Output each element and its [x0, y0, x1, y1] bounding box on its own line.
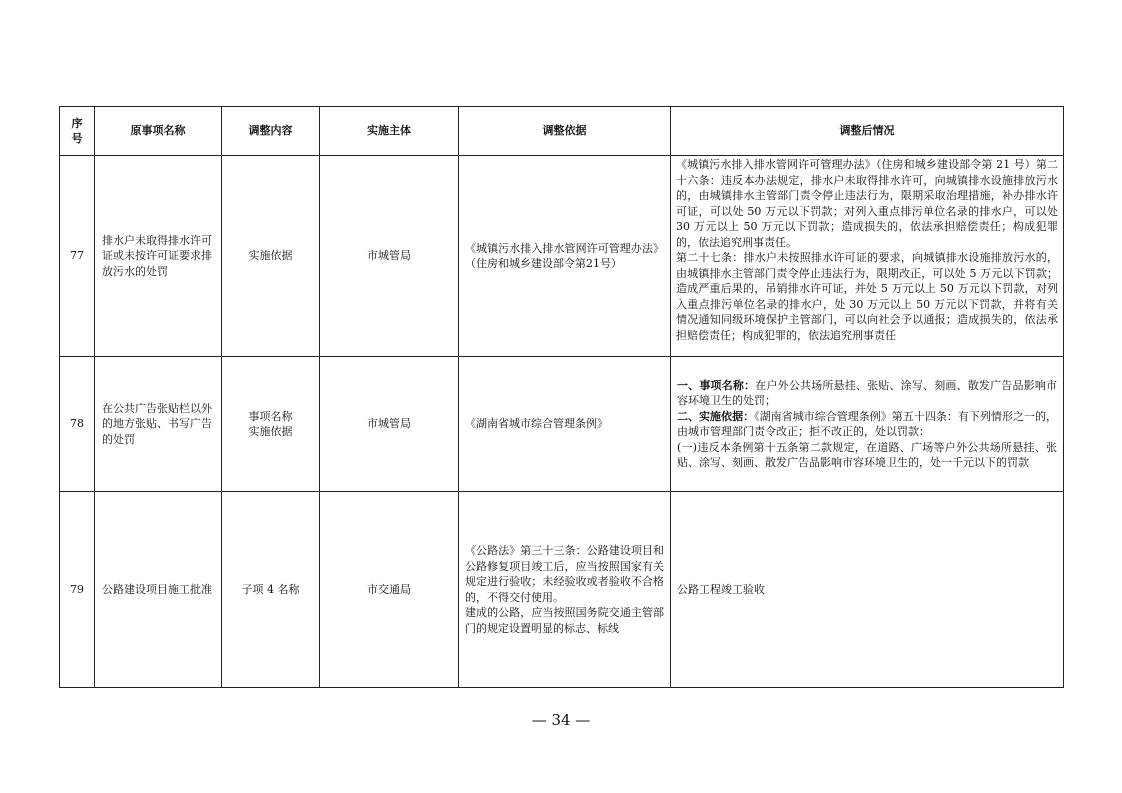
page-number: — 34 —: [531, 711, 591, 729]
adjust-content: 事项名称 实施依据: [222, 357, 320, 492]
header-after: 调整后情况: [671, 107, 1064, 156]
item-name: 在公共广告张贴栏以外的地方张贴、书写广告的处罚: [95, 357, 222, 492]
adjust-basis: 《城镇污水排入排水管网许可管理办法》（住房和城乡建设部令第21号）: [459, 156, 671, 357]
table-row: [60, 492, 1064, 688]
table-row: [60, 357, 1064, 492]
subject: 市交通局: [320, 492, 459, 688]
header-subject: 实施主体: [320, 107, 459, 156]
row-number: 77: [60, 156, 95, 357]
adjustment-table: [59, 106, 1064, 688]
item-name: 排水户未取得排水许可证或未按许可证要求排放污水的处罚: [95, 156, 222, 357]
row-number: 78: [60, 357, 95, 492]
header-no: 序号: [60, 107, 95, 156]
header-name: 原事项名称: [95, 107, 222, 156]
adjust-basis: 《湖南省城市综合管理条例》: [459, 357, 671, 492]
after-status: 公路工程竣工验收: [671, 492, 1064, 688]
subject: 市城管局: [320, 357, 459, 492]
row-number: 79: [60, 492, 95, 688]
item-name: 公路建设项目施工批准: [95, 492, 222, 688]
table-header-row: [60, 107, 1064, 156]
after-status: 一、事项名称：在户外公共场所悬挂、张贴、涂写、刻画、散发广告品影响市容环境卫生的处罚； 二、实施依据：《湖南省城市综合管理条例》第五十四条：有下列情形之一的，由城市管理部门责令改正；拒不改正的，处以罚款： (一)违反本条例第十五条第二款规定，在道路、广场等户外公共场所悬挂、张贴、涂写、刻画、散发广告品影响市容环境卫生的，处一千元以下的罚款: [671, 357, 1064, 492]
after-status: 《城镇污水排入排水管网许可管理办法》（住房和城乡建设部令第 21 号）第二十六条：违反本办法规定，排水户未取得排水许可，向城镇排水设施排放污水的，由城镇排水主管部门责令停止违法行为，限期采取治理措施，补办排水许可证，可以处 50 万元以下罚款；对列入重点排污单位名录的排水户，可以处 30 万元以上 50 万元以下罚款；造成损失的，依法承担赔偿责任；构成犯罪的，依法追究刑事责任。 第二十七条：排水户未按照排水许可证的要求，向城镇排水设施排放污水的，由城镇排水主管部门责令停止违法行为，限期改正，可以处 5 万元以下罚款；造成严重后果的，吊销排水许可证，并处 5 万元以上 50 万元以下罚款，对列入重点排污单位名录的排水户，处 30 万元以上 50 万元以下罚款，并将有关情况通知同级环境保护主管部门，可以向社会予以通报；造成损失的，依法承担赔偿责任；构成犯罪的，依法追究刑事责任: [671, 156, 1064, 357]
adjust-content: 子项 4 名称: [222, 492, 320, 688]
adjust-content: 实施依据: [222, 156, 320, 357]
table-row: [60, 156, 1064, 357]
subject: 市城管局: [320, 156, 459, 357]
header-content: 调整内容: [222, 107, 320, 156]
header-basis: 调整依据: [459, 107, 671, 156]
adjust-basis: 《公路法》第三十三条：公路建设项目和公路修复项目竣工后，应当按照国家有关规定进行验收；未经验收或者验收不合格的，不得交付使用。 建成的公路，应当按照国务院交通主管部门的规定设置明显的标志、标线: [459, 492, 671, 688]
